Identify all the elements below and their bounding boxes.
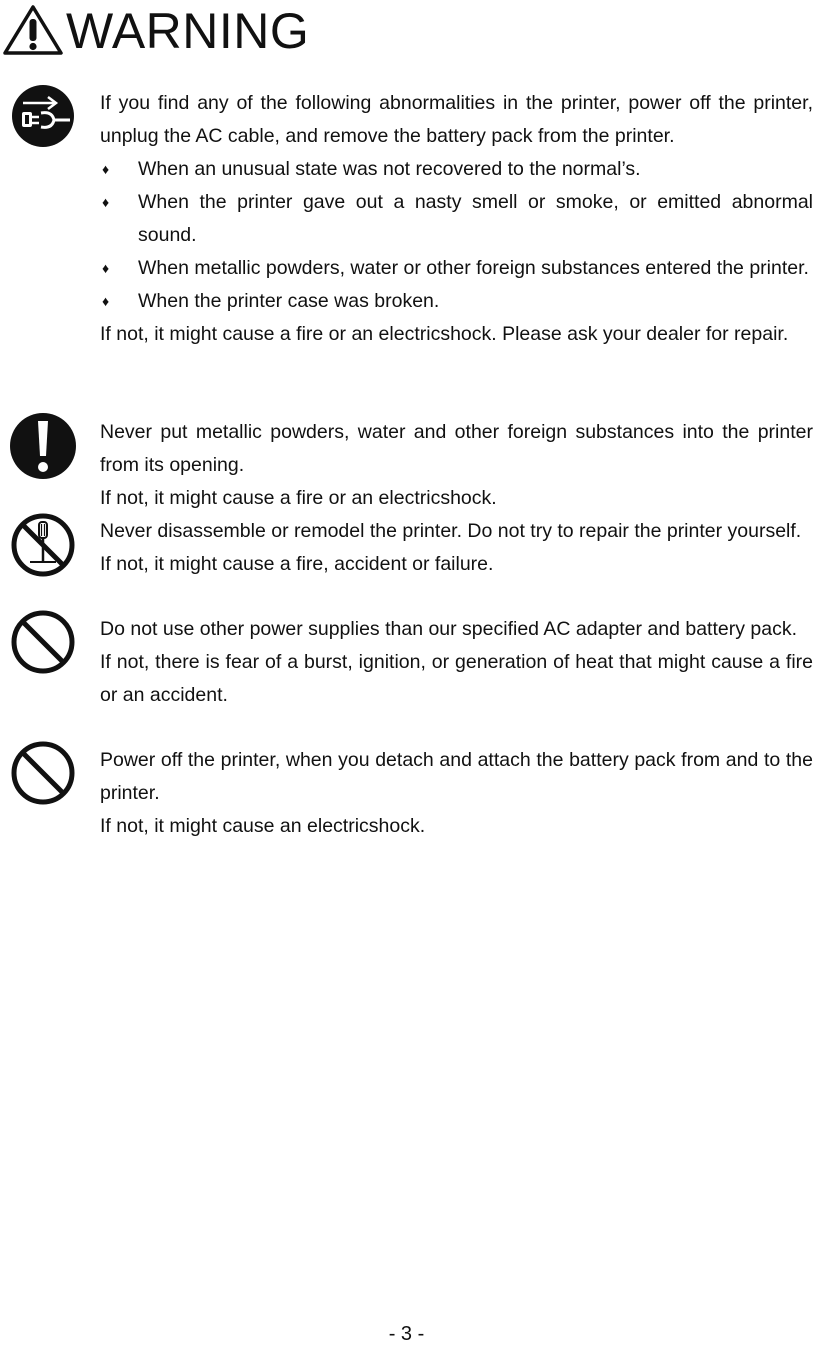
bullet-diamond-icon: ♦ <box>102 260 110 276</box>
section-intro: Never disassemble or remodel the printer. Do not try to repair the printer yourself. <box>100 520 802 542</box>
prohibition-icon <box>8 607 78 677</box>
section-consequence: If not, it might cause a fire or an electricshock. Please ask your dealer for repair. <box>100 323 789 345</box>
list-item <box>100 285 813 318</box>
page-number: - 3 - <box>388 1323 425 1345</box>
list-item-text: When an unusual state was not recovered to the normal’s. <box>138 158 641 180</box>
warning-triangle-icon <box>2 4 64 56</box>
no-disassembly-icon <box>8 510 78 580</box>
section-intro: If you find any of the following abnormalities in the printer, power off the printer, unplug the AC cable, and remove the battery pack from the printer. <box>100 92 813 147</box>
section-intro: Never put metallic powders, water and other foreign substances into the printer from its opening. <box>100 421 813 476</box>
list-item <box>100 252 813 285</box>
list-item <box>100 153 813 186</box>
bullet-diamond-icon: ♦ <box>102 293 110 309</box>
unplug-icon <box>8 81 78 151</box>
section-disassembly <box>100 515 813 581</box>
section-unplug <box>100 87 813 351</box>
section-consequence: If not, it might cause a fire, accident or failure. <box>100 553 494 575</box>
section-intro: Do not use other power supplies than our specified AC adapter and battery pack. <box>100 618 798 640</box>
exclamation-icon <box>8 411 78 481</box>
section-intro: Power off the printer, when you detach and attach the battery pack from and to the printer. <box>100 749 813 804</box>
section-battery <box>100 744 813 843</box>
prohibition-icon <box>8 738 78 808</box>
section-consequence: If not, there is fear of a burst, ignition, or generation of heat that might cause a fire or an accident. <box>100 651 813 706</box>
list-item <box>100 186 813 252</box>
list-item-text: When metallic powders, water or other foreign substances entered the printer. <box>138 257 809 279</box>
section-consequence: If not, it might cause an electricshock. <box>100 815 426 837</box>
bullet-diamond-icon: ♦ <box>102 194 110 210</box>
section-power-supply <box>100 613 813 712</box>
section-consequence: If not, it might cause a fire or an electricshock. <box>100 487 497 509</box>
bullet-diamond-icon: ♦ <box>102 161 110 177</box>
page-title: WARNING <box>66 3 310 59</box>
list-item-text: When the printer gave out a nasty smell or smoke, or emitted abnormal sound. <box>138 191 813 246</box>
section-foreign-substances <box>100 416 813 515</box>
list-item-text: When the printer case was broken. <box>138 290 440 312</box>
